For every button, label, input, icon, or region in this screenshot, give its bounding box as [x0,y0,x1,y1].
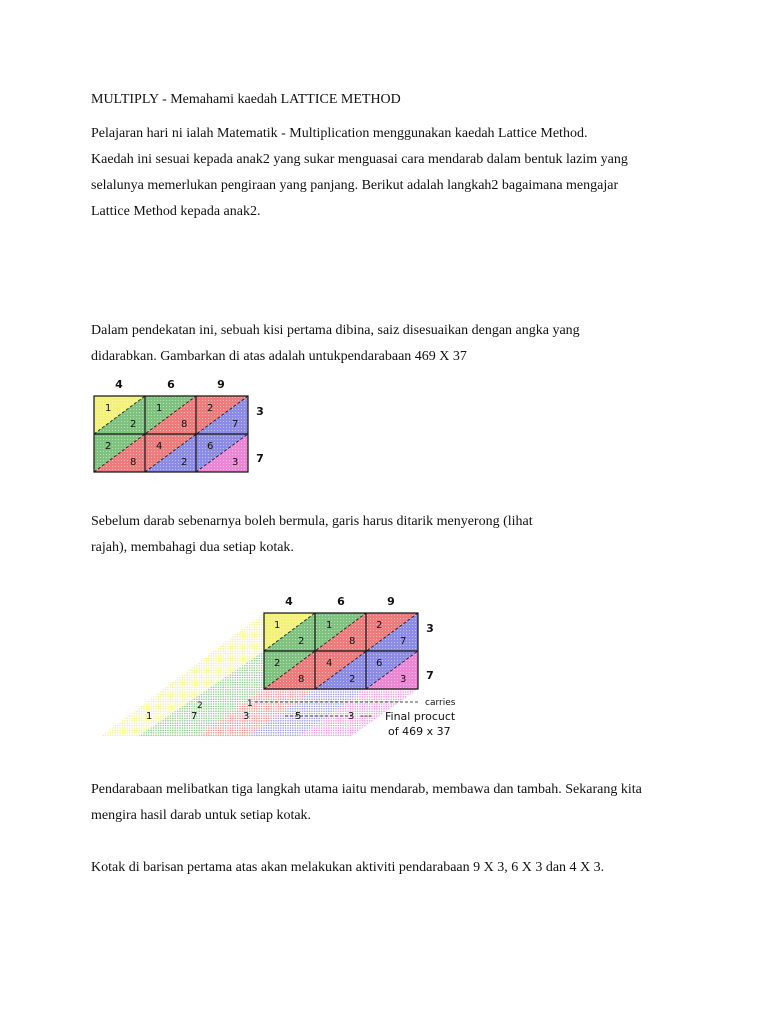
cell-r2c2-tens: 4 [156,441,163,452]
intro-line-1: Pelajaran hari ni ialah Matematik - Multiplication menggunakan kaedah Lattice Method. [91,126,588,141]
final-product-label-1: Final procuct [385,710,456,723]
cell-r1c1-tens: 1 [274,620,281,631]
side-digit-2: 7 [426,669,434,682]
cell-r2c1-tens: 2 [105,441,112,452]
side-digit-1: 3 [256,405,264,418]
intro-line-3: selalunya memerlukan pengiraan yang panjang. Berikut adalah langkah2 bagaimana mengajar [91,178,619,193]
cell-r1c2-tens: 1 [156,403,163,414]
result-dashes: --- [360,709,372,722]
cell-r2c3-tens: 6 [207,441,214,452]
top-digit-2: 6 [167,378,175,391]
side-digit-1: 3 [426,622,434,635]
result-digit-5: 3 [348,711,355,722]
cell-r2c2-tens: 4 [326,658,333,669]
lattice-figure-1 [90,375,290,475]
cell-r1c3-tens: 2 [207,403,214,414]
cell-r2c2-ones: 2 [181,457,188,468]
top-digit-3: 9 [387,595,395,608]
cell-r2c3-tens: 6 [376,658,383,669]
cell-r2c2-ones: 2 [349,674,356,685]
result-digit-4: 5 [295,711,302,722]
para4-line-2: mengira hasil darab untuk setiap kotak. [91,808,312,823]
top-digit-1: 4 [285,595,293,608]
intro-line-4: Lattice Method kepada anak2. [91,204,261,219]
para2-line-1: Dalam pendekatan ini, sebuah kisi pertama dibina, saiz disesuaikan dengan angka yang [91,323,580,338]
result-digit-1: 1 [146,711,153,722]
side-digit-2: 7 [256,452,264,465]
carries-label: carries [425,698,456,708]
lattice-figure-2 [90,590,490,750]
cell-r1c1-tens: 1 [105,403,112,414]
cell-r2c3-ones: 3 [232,457,239,468]
cell-r2c1-ones: 8 [298,674,305,685]
cell-r1c3-ones: 7 [232,419,239,430]
top-digit-3: 9 [217,378,225,391]
cell-r1c1-ones: 2 [298,636,305,647]
para5: Kotak di barisan pertama atas akan melakukan aktiviti pendarabaan 9 X 3, 6 X 3 dan 4 X 3. [91,860,605,875]
carry-digit-1: 2 [197,701,203,711]
para3-line-2: rajah), membahagi dua setiap kotak. [91,540,294,555]
intro-line-2: Kaedah ini sesuai kepada anak2 yang sukar menguasai cara mendarab dalam bentuk lazim yang [91,152,628,167]
cell-r1c3-ones: 7 [400,636,407,647]
carry-digit-2: 1 [247,699,253,709]
para2-line-2: didarabkan. Gambarkan di atas adalah untukpendarabaan 469 X 37 [91,349,467,364]
result-digit-3: 3 [243,711,250,722]
final-product-label-2: of 469 x 37 [388,725,451,738]
cell-r2c3-ones: 3 [400,674,407,685]
top-digit-1: 4 [115,378,123,391]
cell-r1c2-tens: 1 [326,620,333,631]
cell-r1c2-ones: 8 [349,636,356,647]
cell-r2c1-ones: 8 [130,457,137,468]
top-digit-2: 6 [337,595,345,608]
cell-r1c3-tens: 2 [376,620,383,631]
para3-line-1: Sebelum darab sebenarnya boleh bermula, garis harus ditarik menyerong (lihat [91,514,533,529]
result-digit-2: 7 [191,711,198,722]
cell-r2c1-tens: 2 [274,658,281,669]
cell-r1c2-ones: 8 [181,419,188,430]
document-title: MULTIPLY - Memahami kaedah LATTICE METHOD [91,92,401,107]
cell-r1c1-ones: 2 [130,419,137,430]
para4-line-1: Pendarabaan melibatkan tiga langkah utama iaitu mendarab, membawa dan tambah. Sekarang kita [91,782,642,797]
